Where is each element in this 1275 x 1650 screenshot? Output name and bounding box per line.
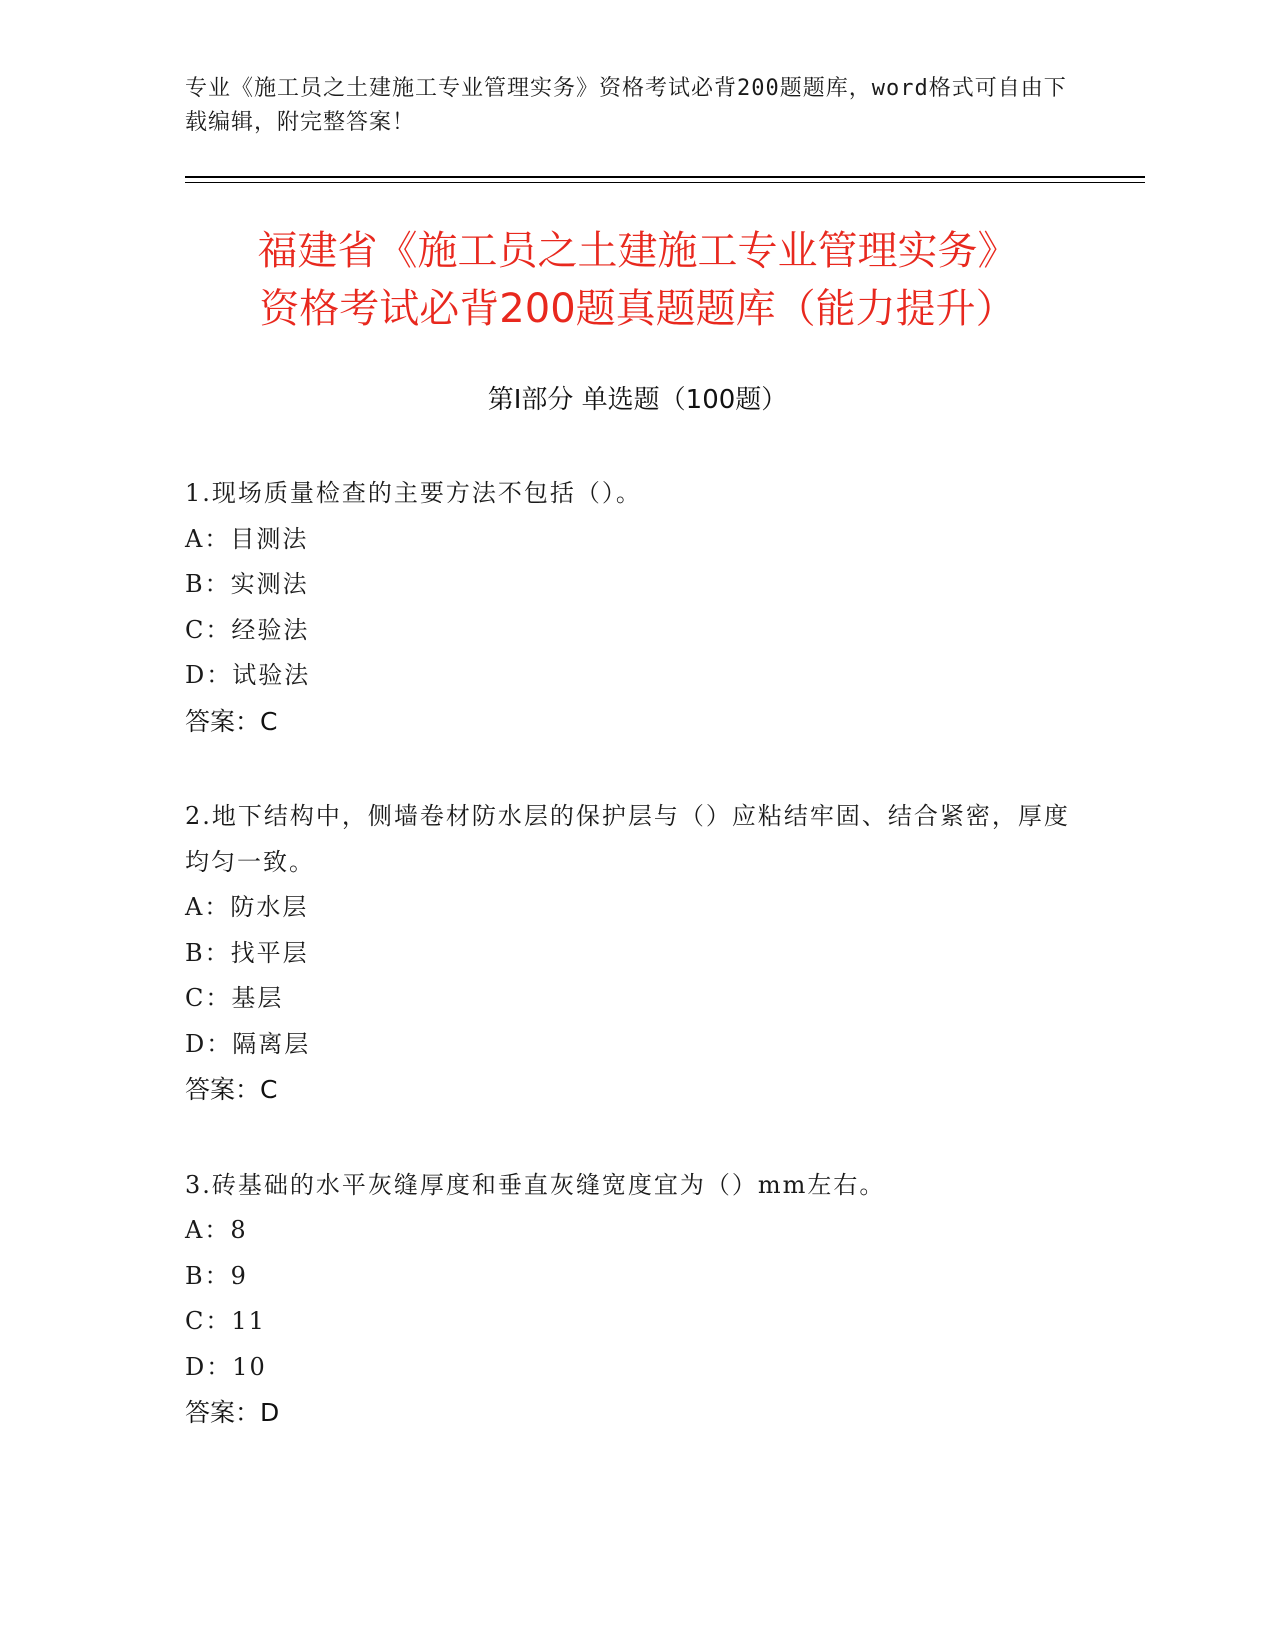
question-item: [185, 471, 1085, 744]
option-a: A：防水层: [185, 893, 309, 921]
document-title-line-1: 福建省《施工员之土建施工专业管理实务》: [257, 228, 1018, 274]
option-c: C：经验法: [185, 615, 310, 644]
option-c: C：基层: [185, 984, 284, 1012]
question-item: [185, 1163, 1085, 1436]
option-c: C：11: [185, 1307, 266, 1335]
question-text: 2.地下结构中，侧墙卷材防水层的保护层与（）应粘结牢固、结合紧密，厚度均匀一致。: [185, 802, 1070, 876]
question-list: [185, 471, 1085, 1486]
answer-text: 答案：D: [185, 1398, 280, 1427]
option-d: D：隔离层: [185, 1029, 311, 1058]
option-b: B：实测法: [185, 570, 309, 598]
header-rule-thin: [185, 182, 1145, 183]
answer-text: 答案：C: [185, 706, 278, 736]
header-rule-thick: [185, 176, 1145, 178]
section-title: 第I部分 单选题（100题）: [487, 385, 788, 415]
header-note: 专业《施工员之土建施工专业管理实务》资格考试必背200题题库，word格式可自由下载编辑，附完整答案！: [185, 76, 1067, 135]
document-title-line-2: 资格考试必背200题真题题库（能力提升）: [259, 286, 1016, 332]
option-d: D：试验法: [185, 661, 311, 689]
option-b: B：9: [185, 1261, 248, 1290]
option-a: A：8: [185, 1216, 248, 1244]
answer-text: 答案：C: [185, 1075, 278, 1104]
document-title: [150, 222, 1125, 338]
option-b: B：找平层: [185, 938, 309, 967]
option-a: A：目测法: [185, 524, 309, 553]
question-item: [185, 794, 1085, 1113]
question-text: 1.现场质量检查的主要方法不包括（）。: [185, 479, 642, 507]
question-text: 3.砖基础的水平灰缝厚度和垂直灰缝宽度宜为（）mm左右。: [185, 1170, 886, 1199]
option-d: D：10: [185, 1352, 267, 1381]
